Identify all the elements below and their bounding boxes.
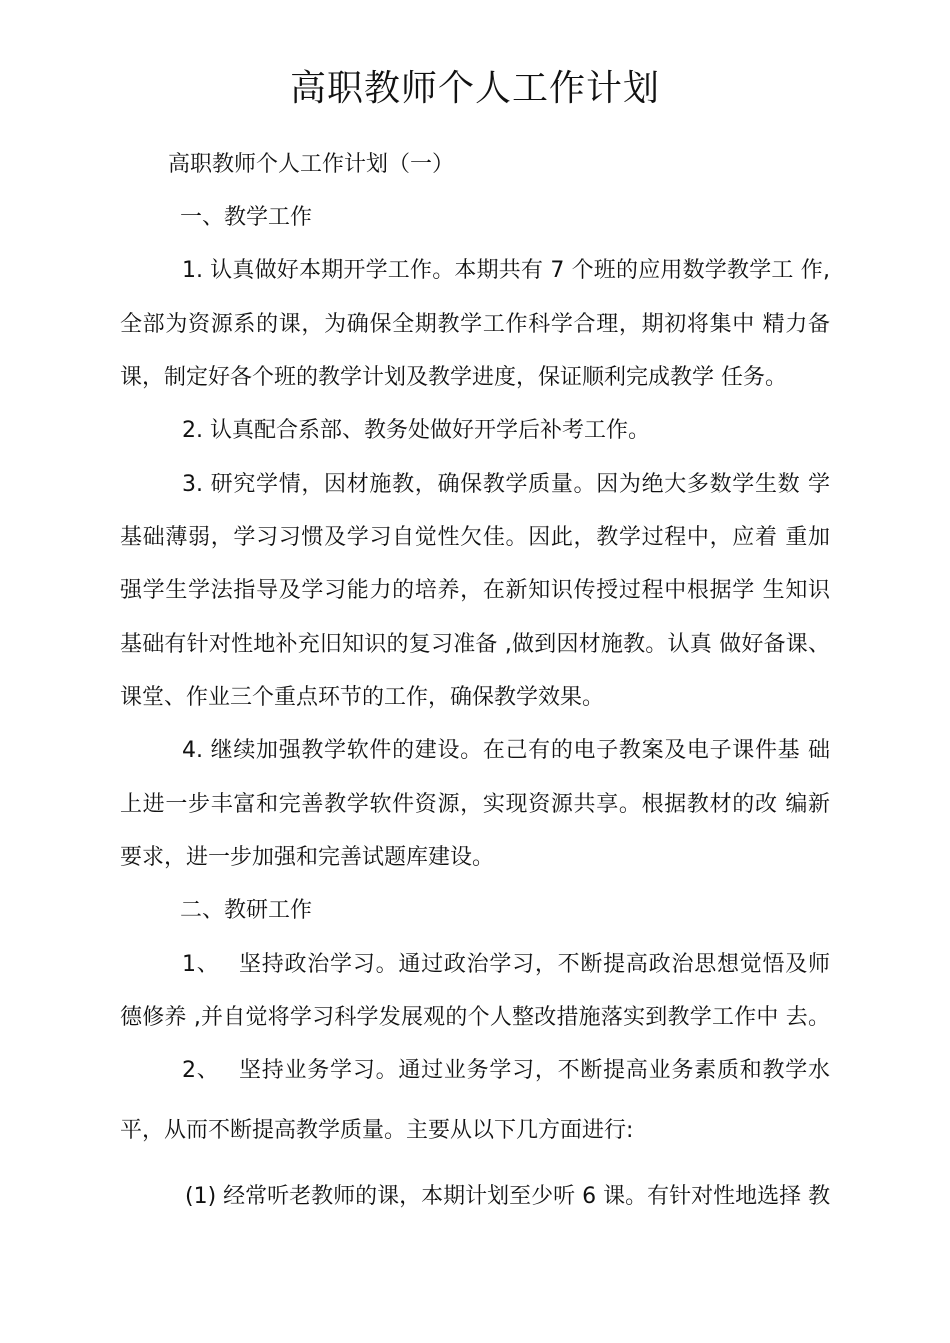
- paragraph-line: 课堂、作业三个重点环节的工作，确保教学效果。: [120, 685, 605, 710]
- paragraph-line: 4. 继续加强教学软件的建设。在己有的电子教案及电子课件基 础: [182, 738, 830, 763]
- paragraph-line: 平，从而不断提高教学质量。主要从以下几方面进行:: [120, 1118, 634, 1143]
- paragraph-line: 3. 研究学情，因材施教，确保教学质量。因为绝大多数学生数 学: [182, 472, 830, 497]
- heading-teaching: 一、教学工作: [180, 205, 313, 230]
- paragraph-line: 1、 坚持政治学习。通过政治学习，不断提高政治思想觉悟及师: [182, 952, 830, 977]
- paragraph-line: 基础有针对性地补充旧知识的复习准备 ,做到因材施教。认真 做好备课、: [120, 632, 830, 657]
- paragraph-line: 要求，进一步加强和完善试题库建设。: [120, 845, 495, 870]
- heading-research: 二、教研工作: [180, 898, 313, 923]
- paragraph-line: 强学生学法指导及学习能力的培养，在新知识传授过程中根据学 生知识: [120, 578, 830, 603]
- paragraph-line: 2、 坚持业务学习。通过业务学习，不断提高业务素质和教学水: [182, 1058, 830, 1083]
- paragraph-line: 课，制定好各个班的教学计划及教学进度，保证顺利完成教学 任务。: [120, 365, 787, 390]
- paragraph-line: 上进一步丰富和完善教学软件资源，实现资源共享。根据教材的改 编新: [120, 792, 830, 817]
- document-title: 高职教师个人工作计划: [289, 68, 660, 109]
- paragraph-line: (1) 经常听老教师的课，本期计划至少听 6 课。有针对性地选择 教: [185, 1184, 831, 1209]
- paragraph-line: 基础薄弱，学习习惯及学习自觉性欠佳。因此，教学过程中，应着 重加: [120, 525, 830, 550]
- section-subtitle: 高职教师个人工作计划（一）: [168, 152, 455, 177]
- paragraph-line: 全部为资源系的课，为确保全期教学工作科学合理，期初将集中 精力备: [120, 312, 830, 337]
- paragraph-line: 1. 认真做好本期开学工作。本期共有 7 个班的应用数学教学工 作,: [182, 258, 830, 283]
- paragraph-line: 2. 认真配合系部、教务处做好开学后补考工作。: [182, 418, 650, 443]
- paragraph-line: 德修养 ,并自觉将学习科学发展观的个人整改措施落实到教学工作中 去。: [120, 1005, 830, 1030]
